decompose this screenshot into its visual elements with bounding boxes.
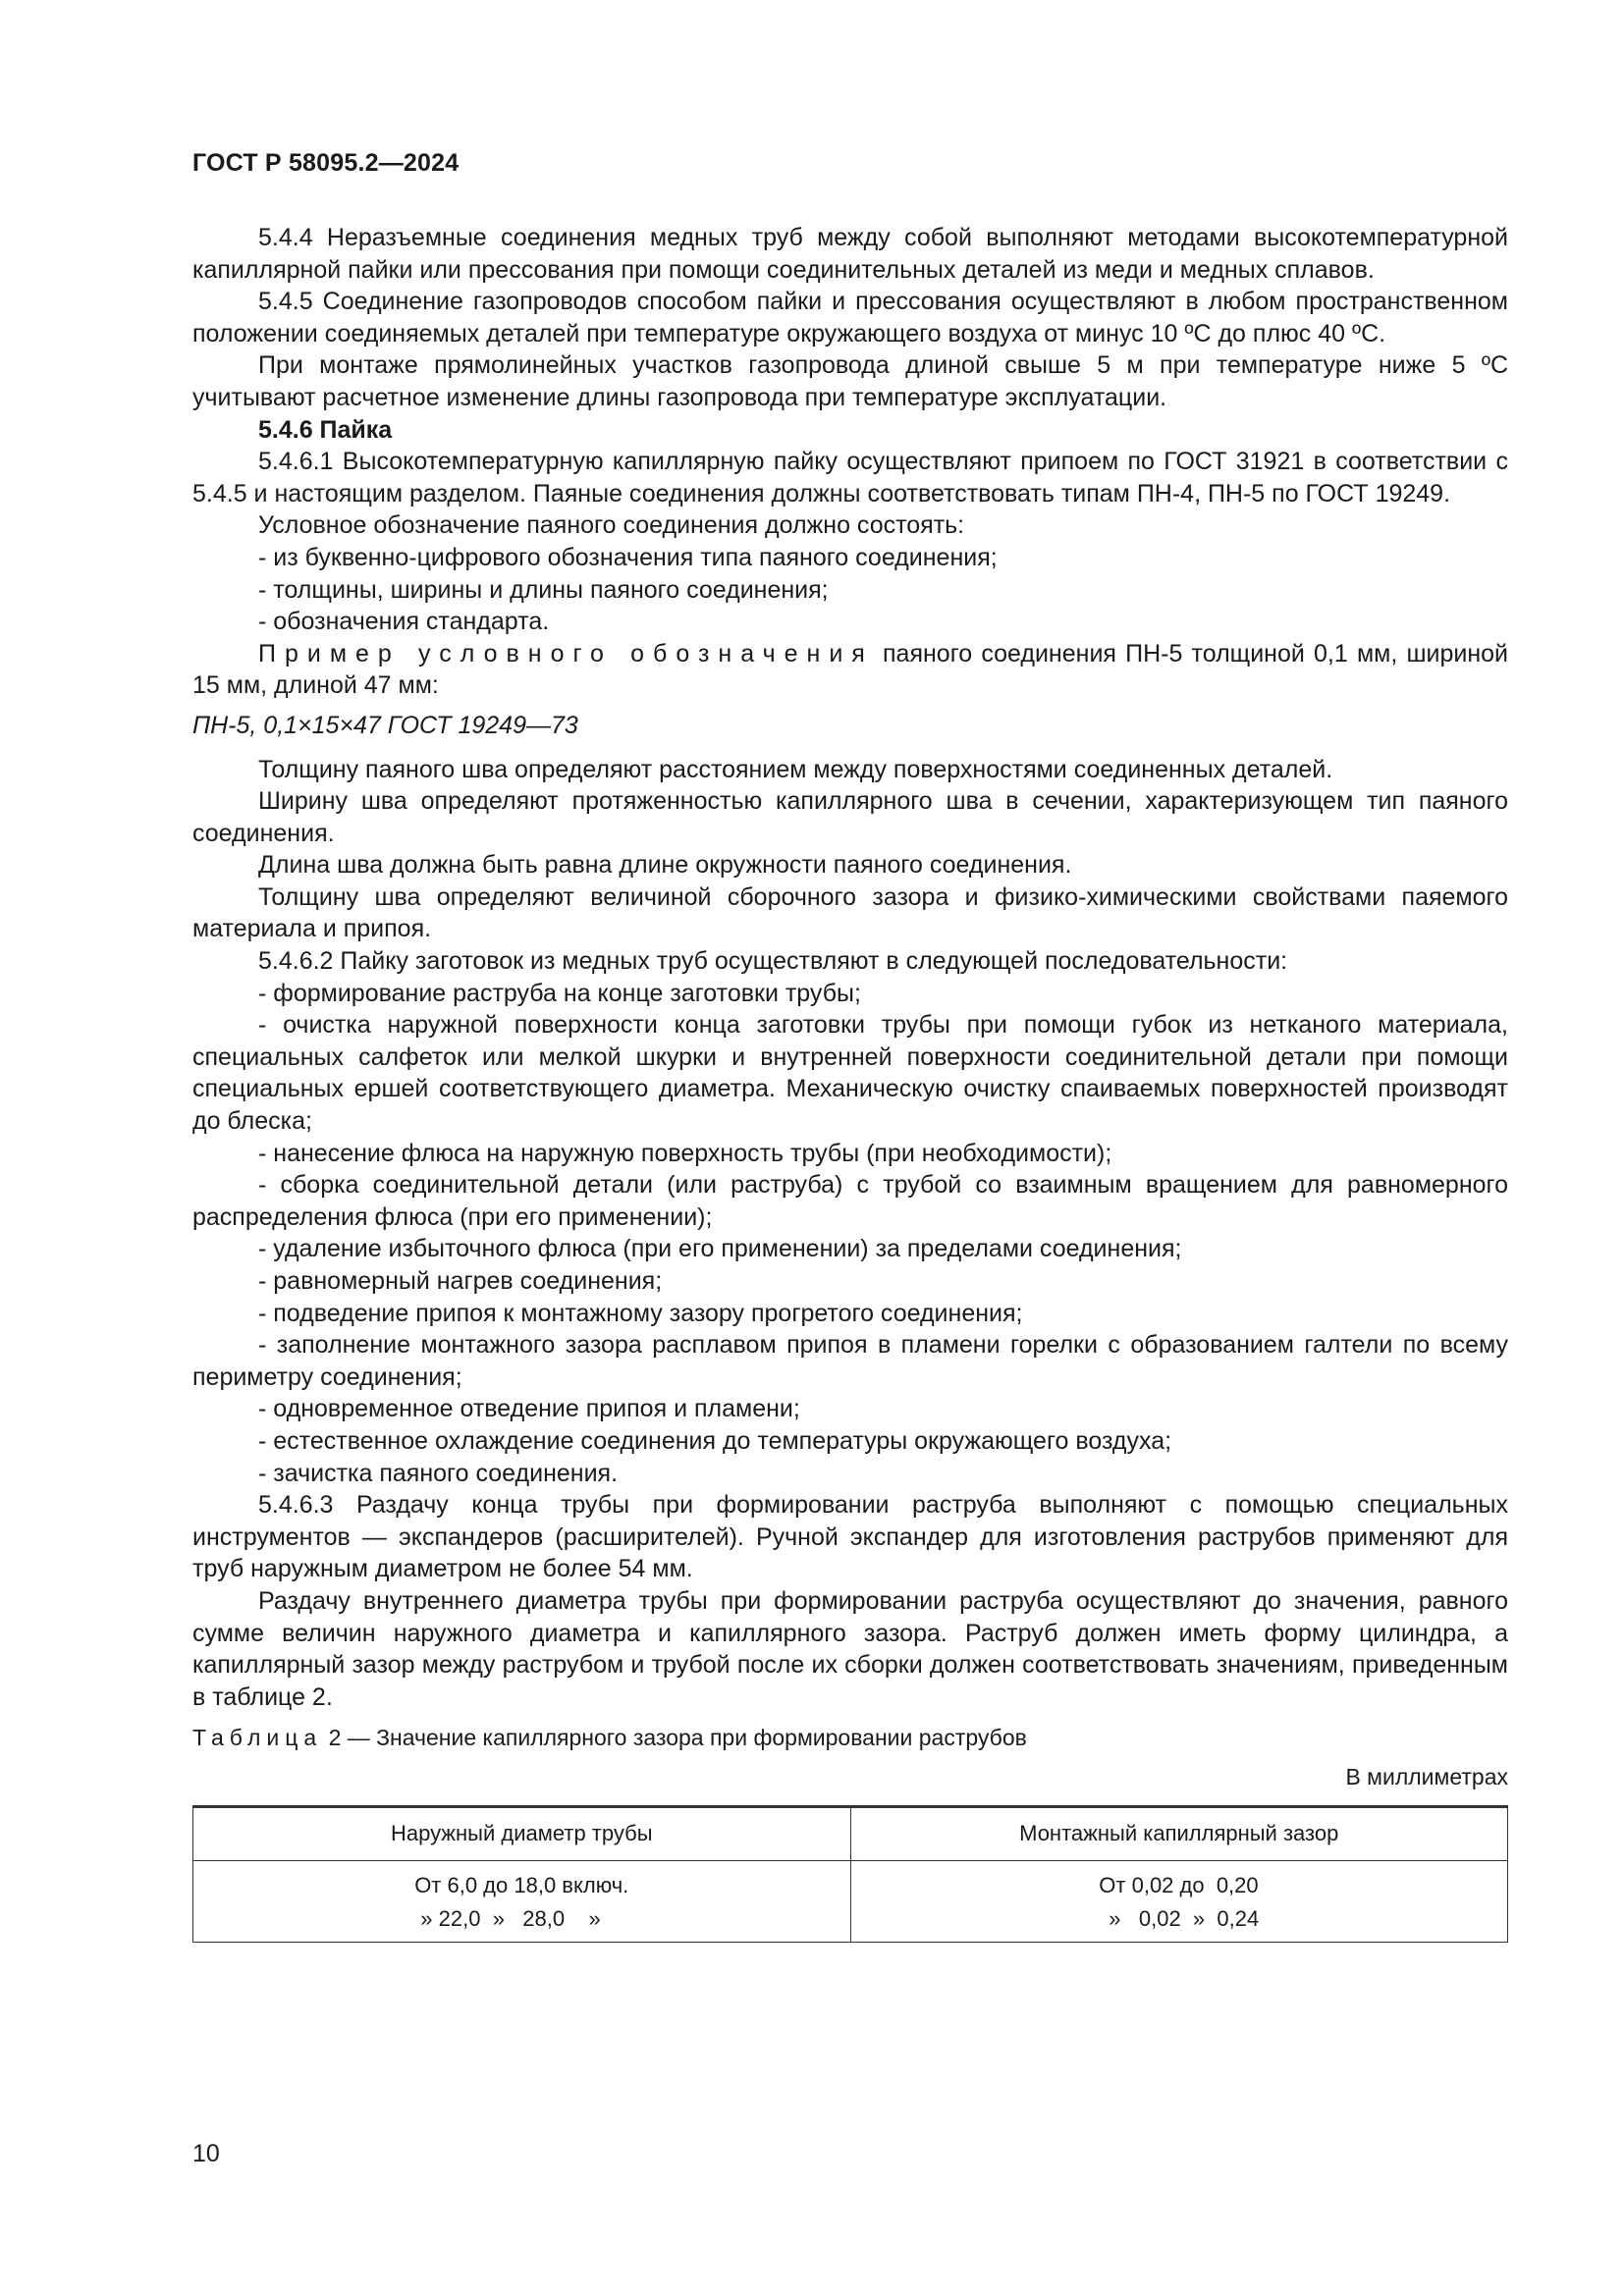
designation-example: ПН-5, 0,1×15×47 ГОСТ 19249—73 <box>192 711 578 739</box>
cell-line: От 6,0 до 18,0 включ. <box>414 1872 629 1897</box>
paragraph: При монтаже прямолинейных участков газопровода длиной свыше 5 м при температуре ниже 5 ºС учитывают расчетное изменение длины газопровода при температуре эксплуатации. <box>192 351 1508 411</box>
paragraph: Толщину шва определяют величиной сборочного зазора и физико-химическими свойствами паяемого материала и припоя. <box>192 882 1508 943</box>
example-text: паяного соединения ПН-5 толщиной 0,1 мм, шириной 15 мм, длиной 47 мм: <box>192 639 1509 700</box>
paragraph: Ширину шва определяют протяженностью капиллярного шва в сечении, характеризующем тип паяного соединения. <box>192 787 1508 847</box>
table-caption <box>192 1723 1508 1752</box>
list-item: - очистка наружной поверхности конца заготовки трубы при помощи губок из нетканого материала, специальных салфеток или мелкой шкурки и внутренней поверхности соединительной детали при помощи специальных ершей соответствующего диаметра. Механическую очистку спаиваемых поверхностей производят до блеска; <box>192 1011 1508 1136</box>
list-item: - естественное охлаждение соединения до температуры окружающего воздуха; <box>258 1426 1172 1455</box>
list-item: - одновременное отведение припоя и пламени; <box>258 1395 800 1423</box>
table-cell-gap <box>850 1860 1508 1942</box>
table-row <box>193 1860 1508 1942</box>
paragraph: Раздачу внутреннего диаметра трубы при формировании раструба осуществляют до значения, равного сумме величин наружного диаметра и капиллярного зазора. Раструб должен иметь форму цилиндра, а капиллярный зазор между раструбом и трубой после их сборки должен соответствовать значениям, приведенным в таблице 2. <box>192 1586 1508 1711</box>
table-header-row <box>193 1807 1508 1861</box>
table-units: В миллиметрах <box>1345 1764 1508 1790</box>
cell-line: » 0,02 » 0,24 <box>1109 1905 1260 1931</box>
list-item: - толщины, ширины и длины паяного соединения; <box>258 575 829 604</box>
paragraph: 5.4.6.2 Пайку заготовок из медных труб осуществляют в следующей последовательности: <box>258 947 1288 976</box>
cell-line: » 22,0 » 28,0 » <box>414 1905 601 1931</box>
list-item: - удаление избыточного флюса (при его применении) за пределами соединения; <box>258 1235 1182 1263</box>
paragraph: 5.4.5 Соединение газопроводов способом пайки и прессования осуществляют в любом пространственном положении соединяемых деталей при температуре окружающего воздуха от минус 10 ºС до плюс 40 ºС. <box>192 288 1508 347</box>
paragraph: 5.4.4 Неразъемные соединения медных труб между собой выполняют методами высокотемпературной капиллярной пайки или прессования при помощи соединительных деталей из меди и медных сплавов. <box>192 224 1508 284</box>
list-item: - нанесение флюса на наружную поверхность трубы (при необходимости); <box>258 1139 1112 1167</box>
example-paragraph <box>192 638 1508 702</box>
page-number: 10 <box>192 2140 220 2167</box>
table-cell-diameter <box>193 1860 851 1942</box>
document-header: ГОСТ Р 58095.2—2024 <box>192 149 460 177</box>
document-body <box>192 222 1508 1943</box>
paragraph: 5.4.6.3 Раздачу конца трубы при формировании раструба выполняют с помощью специальных инструментов — экспандеров (расширителей). Ручной экспандер для изготовления раструбов применяют для труб наружным диаметром не более 54 мм. <box>192 1491 1508 1583</box>
list-item: - подведение припоя к монтажному зазору прогретого соединения; <box>258 1299 1023 1327</box>
list-item: - сборка соединительной детали (или раструба) с трубой со взаимным вращением для равномерного распределения флюса (при его применении); <box>192 1171 1508 1231</box>
list-item: - зачистка паяного соединения. <box>258 1459 619 1487</box>
paragraph: Толщину паяного шва определяют расстоянием между поверхностями соединенных деталей. <box>258 755 1333 783</box>
section-heading: 5.4.6 Пайка <box>258 415 393 444</box>
list-item: - формирование раструба на конце заготовки трубы; <box>258 979 861 1007</box>
cell-line: От 0,02 до 0,20 <box>1099 1872 1259 1897</box>
table-caption-label: Таблица <box>192 1725 323 1751</box>
capillary-gap-table <box>192 1805 1508 1943</box>
paragraph: Длина шва должна быть равна длине окружности паяного соединения. <box>258 851 1072 880</box>
list-item: - равномерный нагрев соединения; <box>258 1267 663 1295</box>
column-header: Монтажный капиллярный зазор <box>850 1807 1508 1861</box>
paragraph: 5.4.6.1 Высокотемпературную капиллярную пайку осуществляют припоем по ГОСТ 31921 в соответствии с 5.4.5 и настоящим разделом. Паяные соединения должны соответствовать типам ПН-4, ПН-5 по ГОСТ 19249. <box>192 448 1508 507</box>
table-caption-text: 2 — Значение капиллярного зазора при формировании раструбов <box>322 1725 1027 1751</box>
example-label: Пример условного обозначения <box>258 639 874 667</box>
list-item: - обозначения стандарта. <box>258 608 550 636</box>
column-header: Наружный диаметр трубы <box>193 1807 851 1861</box>
list-item: - заполнение монтажного зазора расплавом припоя в пламени горелки с образованием галтели по всему периметру соединения; <box>192 1331 1508 1391</box>
paragraph: Условное обозначение паяного соединения должно состоять: <box>258 511 965 540</box>
list-item: - из буквенно-цифрового обозначения типа паяного соединения; <box>258 543 998 571</box>
